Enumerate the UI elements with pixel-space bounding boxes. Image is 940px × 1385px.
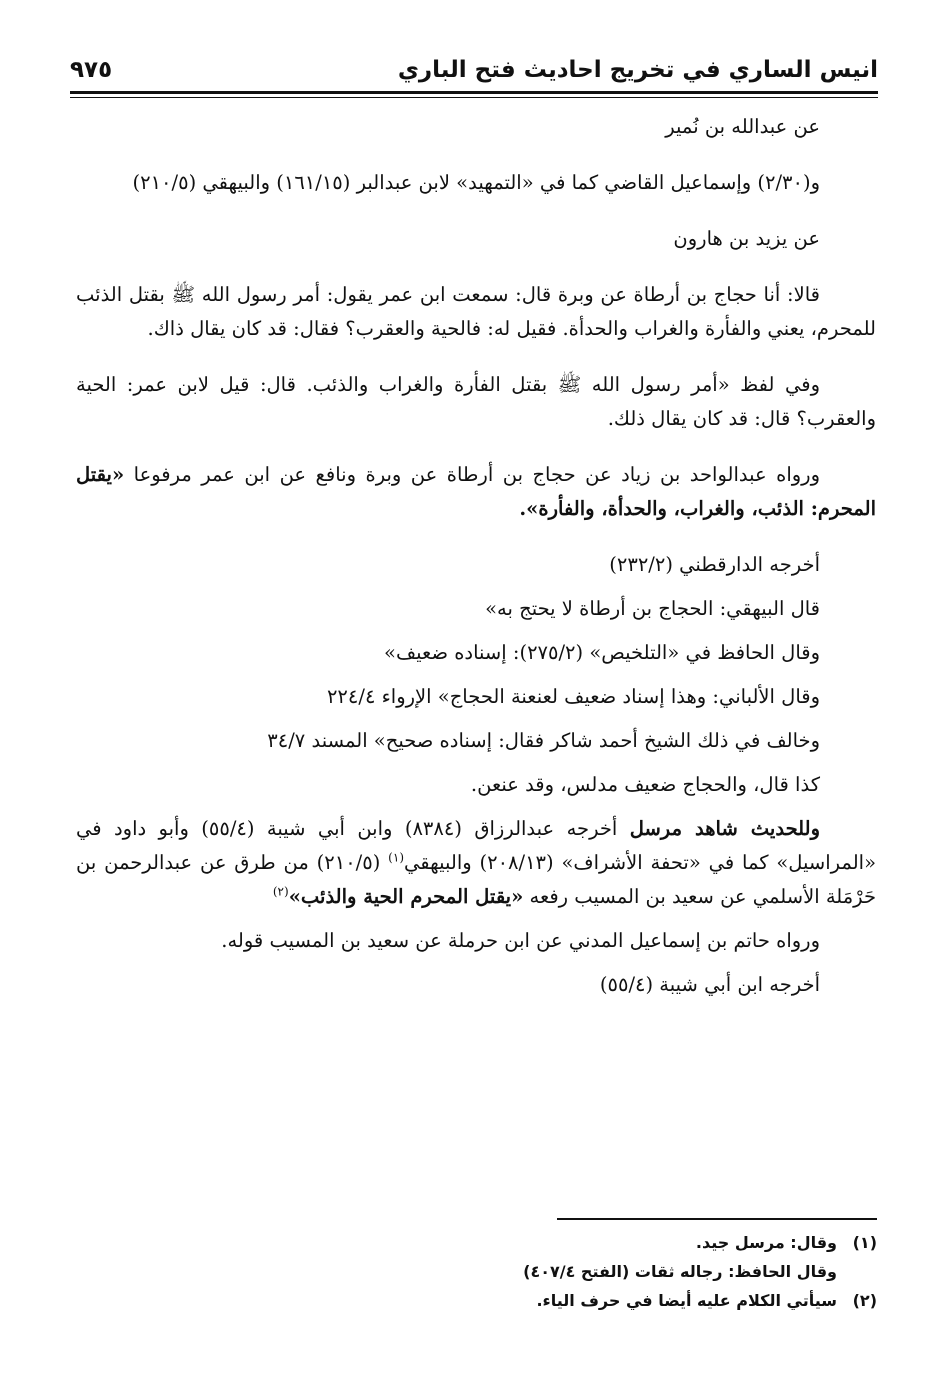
- footnote-text: وقال الحافظ: رجاله ثقات (الفتح ٤٠٧/٤): [523, 1262, 837, 1281]
- paragraph-12: كذا قال، والحجاج ضعيف مدلس، وقد عنعن.: [470, 773, 820, 796]
- main-text: [76, 110, 876, 1012]
- paragraph-6: [76, 458, 876, 526]
- paragraph-3: عن يزيد بن هارون: [673, 227, 820, 250]
- paragraph-13-hadith: «يقتل المحرم الحية والذئب»: [288, 885, 524, 908]
- header-rule: [70, 91, 878, 94]
- header-rule-thin: [70, 97, 878, 98]
- paragraph-5: وفي لفظ «أمر رسول الله ﷺ بقتل الفأرة والغراب والذئب. قال: قيل لابن عمر: الحية والعقرب؟ قال: قد كان يقال ذلك.: [76, 373, 876, 430]
- footnote-text: وقال: مرسل جيد.: [695, 1233, 837, 1252]
- footnote-ref-2: (٢): [272, 884, 289, 899]
- page-header: [70, 52, 878, 88]
- paragraph-13-text-a: أخرجه عبدالرزاق (٨٣٨٤) وابن أبي شيبة (٥٥/٤) وأبو داود في «المراسيل» كما في «تحفة الأشراف» (٢٠٨/١٣) والبيهقي: [76, 817, 876, 874]
- paragraph-4: قالا: أنا حجاج بن أرطاة عن وبرة قال: سمعت ابن عمر يقول: أمر رسول الله ﷺ بقتل الذئب للمحرم، يعني والفأرة والغراب والحدأة. فقيل له: فالحية والعقرب؟ فقال: قد كان يقال ذاك.: [76, 283, 876, 340]
- footnote-number: [837, 1257, 877, 1286]
- paragraph-6-hadith: «يقتل المحرم: الذئب، والغراب، والحدأة، والفأرة».: [76, 463, 876, 520]
- paragraph-6-text: ورواه عبدالواحد بن زياد عن حجاج بن أرطاة عن وبرة ونافع عن ابن عمر مرفوعا: [133, 463, 821, 486]
- running-title: انيس الساري في تخريج احاديث فتح الباري: [397, 57, 878, 83]
- paragraph-13-lead: وللحديث شاهد مرسل: [629, 817, 820, 840]
- paragraph-8: قال البيهقي: الحجاج بن أرطاة لا يحتج به»: [485, 597, 820, 620]
- paragraph-7: أخرجه الدارقطني (٢٣٢/٢): [609, 553, 820, 576]
- paragraph-11: وخالف في ذلك الشيخ أحمد شاكر فقال: إسناده صحيح» المسند ٣٤/٧: [267, 729, 820, 752]
- footnote-1: [120, 1228, 877, 1257]
- paragraph-10: وقال الألباني: وهذا إسناد ضعيف لعنعنة الحجاج» الإرواء ٢٢٤/٤: [326, 685, 820, 708]
- paragraph-2: و(٢/٣٠) وإسماعيل القاضي كما في «التمهيد» لابن عبدالبر (١٦١/١٥) والبيهقي (٢١٠/٥): [132, 171, 820, 194]
- footnote-ref-1: (١): [388, 850, 404, 865]
- page-number: ٩٧٥: [70, 57, 113, 83]
- footnote-number: (٢): [852, 1291, 877, 1310]
- footnote-number: (١): [852, 1233, 877, 1252]
- footnotes: [120, 1228, 877, 1315]
- paragraph-15: أخرجه ابن أبي شيبة (٥٥/٤): [599, 973, 820, 996]
- footnote-1-continued: [120, 1257, 877, 1286]
- footnote-2: [120, 1286, 877, 1315]
- footnote-text: سيأتي الكلام عليه أيضا في حرف الياء.: [536, 1291, 837, 1310]
- paragraph-13-text-b: (٢١٠/٥) من طرق عن عبدالرحمن بن حَرْمَلة الأسلمي عن سعيد بن المسيب رفعه: [76, 851, 876, 908]
- paragraph-14: ورواه حاتم بن إسماعيل المدني عن ابن حرملة عن سعيد بن المسيب قوله.: [221, 929, 820, 952]
- footnote-separator: [557, 1218, 877, 1220]
- paragraph-13: [76, 812, 876, 914]
- paragraph-1: عن عبدالله بن نُمير: [665, 115, 820, 138]
- paragraph-9: وقال الحافظ في «التلخيص» (٢٧٥/٢): إسناده ضعيف»: [384, 641, 820, 664]
